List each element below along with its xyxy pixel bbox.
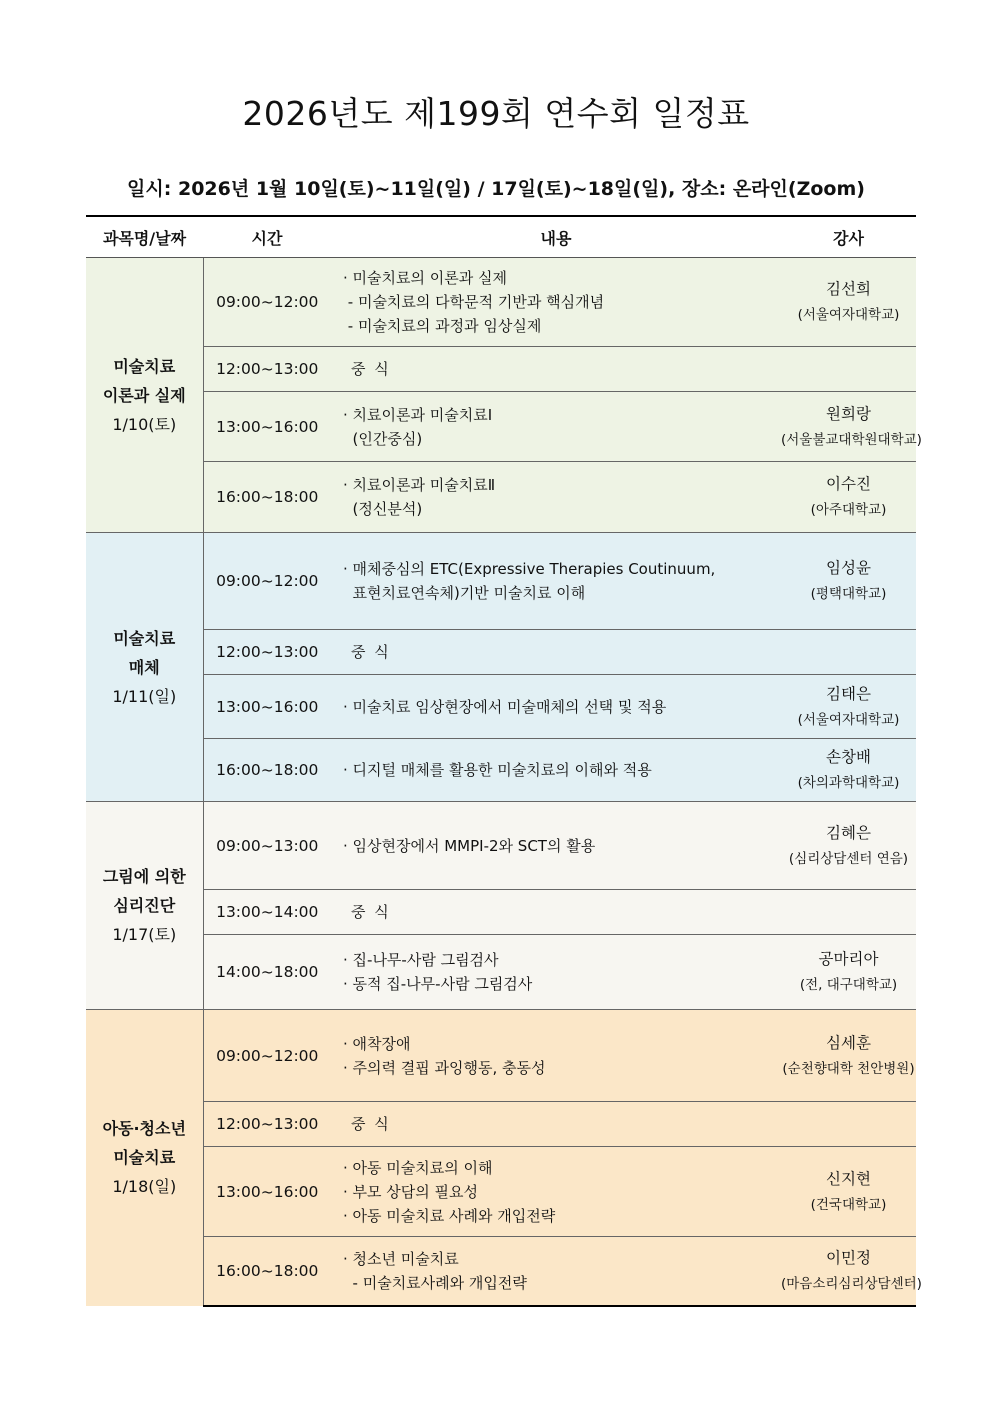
- time-cell: 12:00~13:00: [203, 1102, 331, 1147]
- lecturer-cell: [781, 739, 916, 802]
- header-time: 시간: [203, 216, 331, 258]
- table-row: [86, 462, 916, 533]
- table-row: [86, 533, 916, 630]
- time-cell: 13:00~16:00: [203, 675, 331, 739]
- lecturer-cell: [781, 533, 916, 630]
- lecturer-affiliation: (차의과학대학교): [797, 775, 900, 791]
- lecturer-affiliation: (아주대학교): [810, 502, 887, 518]
- lecturer-cell: [781, 630, 916, 675]
- time-cell: 09:00~12:00: [203, 258, 331, 347]
- lecturer-name: 김선희: [826, 280, 871, 298]
- content-line: · 임상현장에서 MMPI-2와 SCT의 활용: [343, 836, 596, 855]
- content-line: - 미술치료의 과정과 임상실제: [343, 317, 542, 335]
- content-line: · 치료이론과 미술치료Ⅰ: [343, 405, 493, 424]
- time-cell: 09:00~12:00: [203, 1010, 331, 1102]
- header-subject: 과목명/날짜: [86, 216, 203, 258]
- lunch-cell: 중 식: [331, 630, 781, 675]
- table-row: [86, 675, 916, 739]
- content-line: · 아동 미술치료의 이해: [343, 1158, 493, 1177]
- lecturer-cell: [781, 392, 922, 462]
- time-cell: 14:00~18:00: [203, 935, 331, 1010]
- schedule-table: [86, 215, 922, 1307]
- lecturer-name: 김태은: [826, 684, 871, 703]
- lecturer-affiliation: (서울불교대학원대학교): [781, 431, 922, 448]
- header-lecturer: 강사: [781, 216, 916, 258]
- content-line: · 미술치료의 이론과 실제: [343, 269, 507, 287]
- lecturer-name: 이수진: [826, 475, 871, 493]
- lecturer-name: 손창배: [826, 748, 871, 766]
- lecturer-cell: [781, 802, 916, 890]
- time-cell: 09:00~13:00: [203, 802, 331, 890]
- session-group: [86, 1010, 922, 1306]
- time-cell: 13:00~16:00: [203, 392, 331, 462]
- content-cell: [331, 1147, 781, 1237]
- lecturer-name: 심세훈: [826, 1033, 871, 1052]
- content-cell: [331, 935, 781, 1010]
- content-cell: [331, 1010, 781, 1102]
- content-cell: [331, 1237, 781, 1306]
- subject-name: 아동·청소년: [102, 1119, 186, 1139]
- table-row: [86, 935, 916, 1010]
- lecturer-cell: [781, 1147, 916, 1237]
- header-content: 내용: [331, 216, 781, 258]
- time-cell: 09:00~12:00: [203, 533, 331, 630]
- time-cell: 13:00~14:00: [203, 890, 331, 935]
- session-group: [86, 533, 916, 802]
- lecturer-cell: [781, 675, 916, 739]
- session-group: [86, 258, 922, 533]
- lecturer-affiliation: (심리상담센터 연음): [788, 850, 909, 867]
- subject-date: 1/18(일): [112, 1177, 177, 1197]
- subject-name: 심리진단: [113, 896, 176, 915]
- table-row: [86, 392, 916, 462]
- content-line: · 주의력 결핍 과잉행동, 충동성: [343, 1058, 546, 1077]
- lecturer-name: 공마리아: [818, 950, 879, 968]
- lecturer-affiliation: (서울여자대학교): [797, 711, 900, 728]
- subject-name: 미술치료: [113, 628, 176, 648]
- subject-name: 그림에 의한: [102, 867, 186, 886]
- table-row: [86, 739, 916, 802]
- table-row: [86, 1102, 916, 1147]
- content-cell: [331, 462, 781, 533]
- table-row: [86, 347, 916, 392]
- content-line: · 청소년 미술치료: [343, 1249, 459, 1268]
- time-cell: 12:00~13:00: [203, 630, 331, 675]
- subject-date: 1/17(토): [112, 925, 177, 944]
- content-line: · 애착장애: [343, 1034, 411, 1053]
- time-cell: 13:00~16:00: [203, 1147, 331, 1237]
- content-cell: [331, 675, 781, 739]
- content-cell: [331, 258, 781, 347]
- schedule-info: 일시: 2026년 1월 10일(토)~11일(일) / 17일(토)~18일(일), 장소: 온라인(Zoom): [127, 178, 865, 200]
- content-cell: [331, 802, 781, 890]
- content-cell: [331, 533, 781, 630]
- lecturer-affiliation: (평택대학교): [810, 586, 887, 602]
- content-line: (인간중심): [343, 429, 423, 448]
- content-line: - 미술치료의 다학문적 기반과 핵심개념: [343, 293, 605, 311]
- content-line: · 매체중심의 ETC(Expressive Therapies Coutinuum,: [343, 560, 716, 578]
- subject-cell: [86, 258, 203, 533]
- table-header-row: [86, 216, 916, 258]
- subject-name: 미술치료: [113, 1148, 176, 1168]
- lunch-cell: 중 식: [331, 1102, 781, 1147]
- table-row: [86, 630, 916, 675]
- table-row: [86, 258, 916, 347]
- content-line: · 집-나무-사람 그림검사: [343, 951, 499, 969]
- subject-cell: [86, 1010, 203, 1306]
- lecturer-affiliation: (마음소리심리상담센터): [781, 1275, 922, 1292]
- table-row: [86, 1010, 916, 1102]
- subject-date: 1/11(일): [112, 686, 177, 706]
- subject-cell: [86, 533, 203, 802]
- subject-date: 1/10(토): [112, 414, 177, 434]
- content-line: (정신분석): [343, 500, 423, 518]
- lecturer-name: 신지현: [826, 1169, 871, 1188]
- lecturer-cell: [781, 1010, 916, 1102]
- lecturer-cell: [781, 462, 916, 533]
- lecturer-cell: [781, 347, 916, 392]
- subject-name: 미술치료: [113, 356, 176, 376]
- content-line: · 아동 미술치료 사례와 개입전략: [343, 1206, 556, 1225]
- lecturer-affiliation: (서울여자대학교): [797, 307, 900, 323]
- subject-name: 이론과 실제: [102, 385, 186, 405]
- page-title: 2026년도 제199회 연수회 일정표: [242, 94, 750, 133]
- table-row: [86, 1237, 916, 1306]
- session-group: [86, 802, 916, 1010]
- lecturer-cell: [781, 1102, 916, 1147]
- lecturer-cell: [781, 890, 916, 935]
- time-cell: 16:00~18:00: [203, 739, 331, 802]
- content-line: · 치료이론과 미술치료Ⅱ: [343, 476, 496, 494]
- table-row: [86, 1147, 916, 1237]
- lecturer-affiliation: (전, 대구대학교): [799, 977, 898, 993]
- content-cell: [331, 739, 781, 802]
- time-cell: 12:00~13:00: [203, 347, 331, 392]
- lecturer-affiliation: (순천향대학 천안병원): [782, 1060, 915, 1077]
- lunch-cell: 중 식: [331, 347, 781, 392]
- content-line: - 미술치료사례와 개입전략: [343, 1273, 527, 1292]
- content-line: 표현치료연속체)기반 미술치료 이해: [343, 584, 586, 602]
- content-line: · 미술치료 임상현장에서 미술매체의 선택 및 적용: [343, 697, 667, 716]
- content-line: · 동적 집-나무-사람 그림검사: [343, 975, 533, 993]
- time-cell: 16:00~18:00: [203, 462, 331, 533]
- table-row: [86, 890, 916, 935]
- lecturer-name: 김혜은: [826, 823, 871, 842]
- lecturer-cell: [781, 935, 916, 1010]
- content-line: · 디지털 매체를 활용한 미술치료의 이해와 적용: [343, 761, 652, 779]
- lecturer-name: 임성윤: [826, 559, 871, 577]
- lecturer-name: 이민정: [826, 1248, 871, 1267]
- time-cell: 16:00~18:00: [203, 1237, 331, 1306]
- subject-cell: [86, 802, 203, 1010]
- lecturer-affiliation: (건국대학교): [810, 1196, 887, 1213]
- lunch-cell: 중 식: [331, 890, 781, 935]
- table-row: [86, 802, 916, 890]
- content-cell: [331, 392, 781, 462]
- lecturer-cell: [781, 1237, 922, 1306]
- content-line: · 부모 상담의 필요성: [343, 1182, 478, 1201]
- subject-name: 매체: [128, 657, 160, 677]
- lecturer-name: 원희랑: [826, 404, 871, 423]
- lecturer-cell: [781, 258, 916, 347]
